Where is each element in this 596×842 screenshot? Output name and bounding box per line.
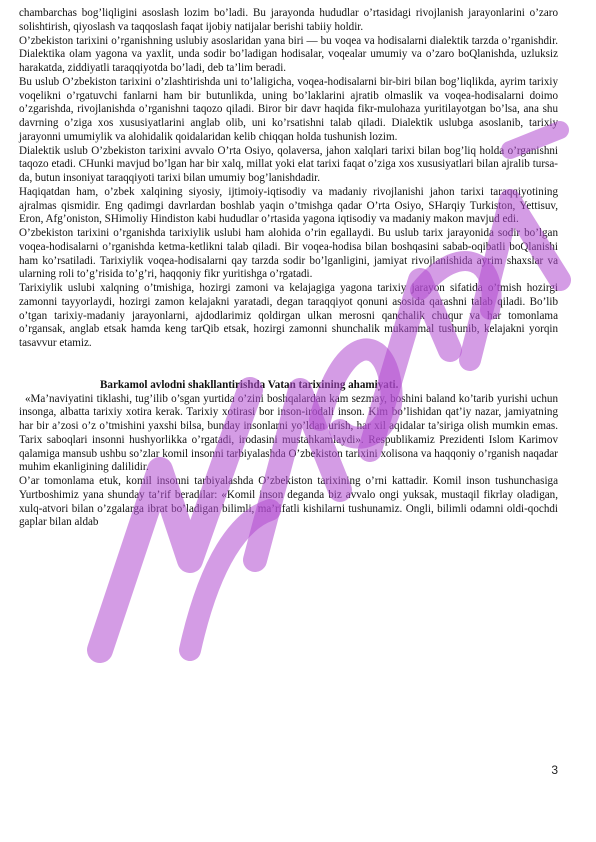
paragraph: Tarixiylik uslubi xalqning o’tmishiga, hozirgi zamoni va kelajagiga yagona tarixiy jarayon sifatida o’tmish hozirgi zamonni tayyorlaydi, hozirgi zamon kelajakni yaratadi, degan taraqqiyot qonuni asosida qarashni talab qiladi. Bo’lib o’tgan tarixiy-madaniy jarayonlarni, ajdodlarimiz qoldirgan ulkan merosni qanchalik chuqur va har tomonlama o’rgansak, anglab etsak hamda keng tarQib etsak, hozirgi zamonni shunchalik mukammal tushunib, kelajakni yorqin tasavvur etamiz. — [19, 282, 558, 349]
section-spacer — [19, 351, 558, 379]
paragraph: chambarchas bog’liqligini asoslash lozim bo’ladi. Bu jarayonda hududlar o’rtasidagi rivojlanish jarayonlarini o’zaro solishtirish, qiyoslash va taqqoslash faqat ijobiy natijalar berishi tabiiy holdir. — [19, 7, 558, 33]
paragraph: O’zbekiston tarixini o’rganishning uslubiy asoslaridan yana biri — bu voqea va hodisalarni dialektik tarzda o’rganishdir. Dialektika olam yagona va yaxlit, unda sodir bo’ladigan hodisalar, voqealar umumiy va o’zaro boQlanishda, uzluksiz harakatda, ziddiyatli taraqqiyotda bo’ladi, deb ta’lim beradi. — [19, 34, 558, 74]
paragraph: «Ma’naviyatini tiklashi, tug’ilib o’sgan yurtida o’zini boshqalardan kam sezmay, boshini baland ko’tarib yurishi uchun insonga, albatta tarixiy xotira kerak. Tarixiy xotirasi bor inson-irodali inson. Kim bo’lishidan qat’iy nazar, jamiyatning har bir a’zosi o’z o’tmishini yaxshi bilsa, bunday insonlarni yo’ldan urish, har xil aqidalar ta’siriga olish mumkin emas. Tarix saboqlari insonni hushyorlikka o’rgatadi, irodasini mustahkamlaydi». Respublikamiz Prezidenti Islom Karimov qalamiga mansub ushbu so’zlar komil insonni tarbiyalashda O’zbekiston tarixini xolisona va haqqoniy o’rganish naqadar muhim ekanligining dalilidir. — [19, 392, 558, 474]
paragraph: Haqiqatdan ham, o’zbek xalqining siyosiy, ijtimoiy-iqtisodiy va madaniy rivojlanishi jahon tarixi taraqqiyotining ajralmas qismidir. Eng qadimgi davrlardan boshlab yaqin o’tmishga qadar O’rta Osiyo, SHarqiy Turkiston, Yettisuv, Eron, Afg’oniston, SHimoliy Hindiston kabi hududlar o’rtasida yagona iqtisodiy va madaniy makon mavjud edi. — [19, 185, 558, 226]
paragraph: O’zbekiston tarixini o’rganishda tarixiylik uslubi ham alohida o’rin egallaydi. Bu uslub tarix jarayonida sodir bo’lgan voqea-hodisalarni o’rganishda ketma-ketlikni talab qiladi. Bir voqea-hodisa bilan boshqasini sabab-oqibatli boQlanishi ham ko’rsatiladi. Tarixiylik voqea-hodisalarni qay tarzda sodir bo’lganligini, jamiyat rivojlanishida ayrim shaxslar va ularning roli to’g’risida to’g’ri, haqqoniy fikr yuritishga o’rgatadi. — [19, 227, 558, 281]
page-number: 3 — [551, 763, 558, 777]
paragraph: O’ar tomonlama etuk, komil insonni tarbiyalashda O’zbekiston tarixining o’rni kattadir. Komil inson tushunchasiga Yurtboshimiz yana shunday ta’rif beradilar: «Komil inson deganda biz avvalo ongi yuksak, mustaqil fikrlay oladigan, xulq-atvori bilan o’zgalarga ibrat bo’ladigan bilimli, ma’rifatli kishilarni tushunamiz. Ongli, bilimli odamni oldi-qochdi gaplar bilan aldab — [19, 475, 558, 529]
paragraph: Dialektik uslub O’zbekiston tarixini avvalo O’rta Osiyo, qolaversa, jahon xalqlari tarixi bilan bog’liq holda o’rganishni taqozo etadi. CHunki mavjud bo’lgan har bir xalq, millat yoki elat tarixi faqat o’ziga xos xususiyatlari bilan ajralib tursa-da, butun insoniyat taraqqiyoti tarixi bilan umumiy bog’lanishdadir. — [19, 144, 558, 184]
document-body — [19, 7, 558, 530]
section-heading: Barkamol avlodni shakllantirishda Vatan tarixining ahamiyati. — [100, 378, 399, 391]
paragraph: Bu uslub O’zbekiston tarixini o’zlashtirishda uni to’laligicha, voqea-hodisalarni bir-biri bilan bog’liqlikda, ayrim tarixiy voqelikni o’rgatuvchi fanlarni ham bir butunlikda, uning bo’laklarini ajratib olmaslik va voqea-hodisalarni doimo o’zgarishda, rivojlanishda o’rganishni taqozo qiladi. Biror bir davr haqida fikr-mulohaza yuritilayotgan bo’lsa, ana shu davrning o’ziga xos xususiyatlarini anglab olib, uni ko’rsatishni talab qiladi. Dialektik uslubga asoslanib, tarixiy jarayonni umumiylik va alohidalik qoidalaridan kelib chiqqan holda tushunish lozim. — [19, 75, 558, 143]
